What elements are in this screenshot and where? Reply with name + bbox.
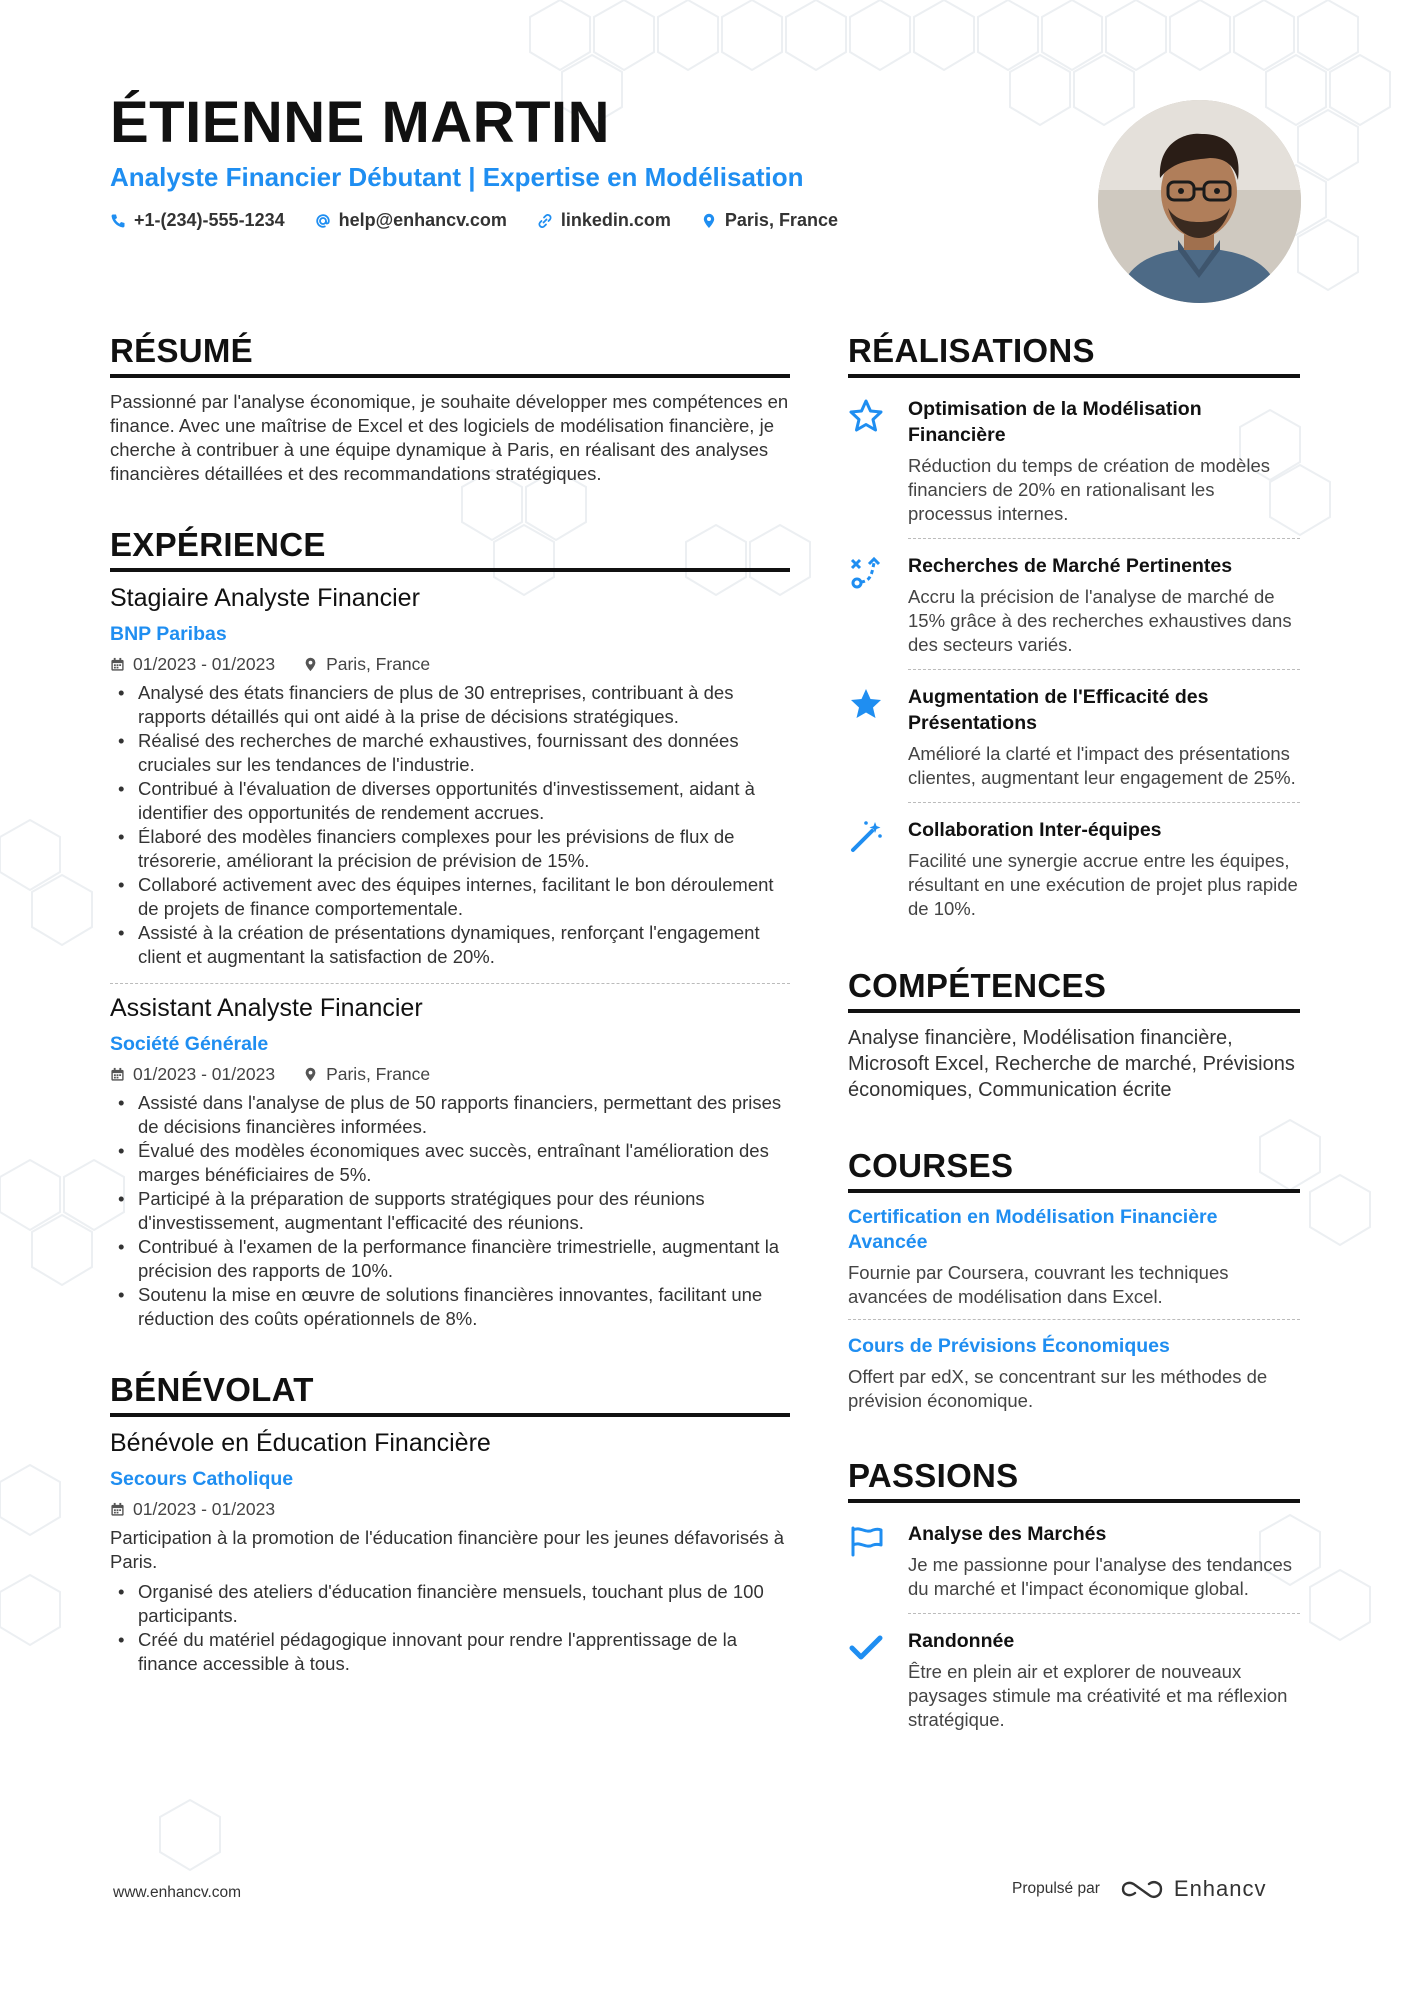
job-location	[303, 1064, 430, 1085]
calendar-icon	[110, 657, 125, 672]
strategy-icon	[848, 553, 894, 657]
job-dates	[110, 1064, 275, 1085]
resume-summary-section	[110, 332, 790, 486]
job-title: Assistant Analyste Financier	[110, 994, 423, 1022]
passion-title: Randonnée	[908, 1630, 1015, 1652]
job-bullet: • Élaboré des modèles financiers complexes pour les prévisions de flux de trésorerie, améliorant la précision de prévision de 15%.	[110, 825, 790, 873]
course-title: Certification en Modélisation Financière Avancée	[848, 1206, 1218, 1253]
divider	[908, 1613, 1300, 1614]
location-text: Paris, France	[724, 210, 838, 230]
job-bullet: • Assisté à la création de présentations dynamiques, renforçant l'engagement client et augmentant la satisfaction de 20%.	[110, 921, 790, 969]
brand-logo[interactable]	[1120, 1876, 1267, 1902]
job-bullet: • Contribué à l'examen de la performance financière trimestrielle, augmentant la précision des rapports de 10%.	[110, 1235, 790, 1283]
divider	[848, 1319, 1300, 1320]
job-bullets	[110, 681, 790, 969]
job-bullet: • Réalisé des recherches de marché exhaustives, fournissant des données cruciales sur les tendances de l'industrie.	[110, 729, 790, 777]
star-filled-icon	[848, 684, 894, 790]
volunteer-role: Bénévole en Éducation Financière	[110, 1429, 491, 1457]
volunteer-bullet: • Créé du matériel pédagogique innovant pour rendre l'apprentissage de la finance accessible à tous.	[110, 1628, 790, 1676]
job-dates	[110, 654, 275, 675]
brand-name: Enhancv	[1173, 1876, 1267, 1901]
skills-text: Analyse financière, Modélisation financière, Microsoft Excel, Recherche de marché, Prévisions économiques, Communication écrite	[848, 1027, 1295, 1101]
volunteer-bullet: • Organisé des ateliers d'éducation financière mensuels, touchant plus de 100 participants.	[110, 1580, 790, 1628]
phone-number: +1-(234)-555-1234	[134, 210, 285, 230]
course-description: Fournie par Coursera, couvrant les techniques avancées de modélisation dans Excel.	[848, 1262, 1229, 1307]
job-dates-text: 01/2023 - 01/2023	[133, 654, 276, 674]
summary-text: Passionné par l'analyse économique, je souhaite développer mes compétences en finance. Avec une maîtrise de Excel et des logiciels de modélisation financière, je cherche à contribuer à une équipe dynamique à Paris, en réalisant des analyses financières détaillées et des recommandations stratégiques.	[110, 391, 789, 484]
volunteer-organization: Secours Catholique	[110, 1468, 294, 1490]
section-title-volunteer: BÉNÉVOLAT	[110, 1371, 790, 1417]
achievement-description: Amélioré la clarté et l'impact des présentations clientes, augmentant leur engagement de 25%.	[908, 743, 1296, 788]
passion-item	[848, 1622, 1300, 1742]
left-column	[110, 332, 790, 1676]
right-column	[848, 332, 1300, 1742]
linkedin-url: linkedin.com	[560, 210, 671, 230]
enhancv-logo-icon	[1120, 1877, 1164, 1901]
location-pin-icon	[303, 657, 318, 672]
achievement-title: Augmentation de l'Efficacité des Présentations	[908, 686, 1209, 734]
volunteer-meta	[110, 1499, 790, 1520]
candidate-name: ÉTIENNE MARTIN	[110, 90, 610, 155]
courses-section	[848, 1147, 1300, 1413]
contact-email[interactable]	[315, 210, 507, 231]
calendar-icon	[110, 1067, 125, 1082]
contact-bar	[110, 210, 838, 231]
job-meta	[110, 654, 790, 675]
section-title-experience: EXPÉRIENCE	[110, 526, 790, 572]
job-bullet: • Assisté dans l'analyse de plus de 50 rapports financiers, permettant des prises de décisions financières informées.	[110, 1091, 790, 1139]
at-sign-icon	[315, 213, 331, 229]
job-bullets	[110, 1091, 790, 1331]
section-title-resume: RÉSUMÉ	[110, 332, 790, 378]
location-pin-icon	[303, 1067, 318, 1082]
job-bullet: • Soutenu la mise en œuvre de solutions financières innovantes, facilitant une réduction des coûts opérationnels de 8%.	[110, 1283, 790, 1331]
divider	[908, 669, 1300, 670]
divider	[908, 538, 1300, 539]
experience-section	[110, 526, 790, 1331]
section-title-skills: COMPÉTENCES	[848, 967, 1300, 1013]
passions-section	[848, 1457, 1300, 1742]
passion-description: Être en plein air et explorer de nouveaux paysages stimule ma créativité et ma réflexion stratégique.	[908, 1661, 1288, 1730]
achievement-title: Recherches de Marché Pertinentes	[908, 555, 1233, 577]
achievement-item	[848, 678, 1300, 800]
achievement-description: Facilité une synergie accrue entre les équipes, résultant en une exécution de projet plus rapide de 10%.	[908, 850, 1298, 919]
volunteer-section	[110, 1371, 790, 1676]
job-location-text: Paris, France	[326, 1064, 431, 1084]
section-title-achievements: RÉALISATIONS	[848, 332, 1300, 378]
divider	[908, 802, 1300, 803]
contact-phone[interactable]	[110, 210, 285, 231]
phone-icon	[110, 213, 126, 229]
job-location	[303, 654, 430, 675]
course-item	[848, 1334, 1300, 1413]
contact-location	[701, 210, 838, 231]
volunteer-dates	[110, 1499, 275, 1520]
job-location-text: Paris, France	[326, 654, 431, 674]
footer-website[interactable]: www.enhancv.com	[113, 1884, 242, 1901]
candidate-headline: Analyste Financier Débutant | Expertise en Modélisation	[110, 162, 804, 192]
job-meta	[110, 1064, 790, 1085]
achievement-item	[848, 811, 1300, 931]
passion-description: Je me passionne pour l'analyse des tendances du marché et l'impact économique global.	[908, 1554, 1293, 1599]
location-pin-icon	[701, 213, 717, 229]
section-title-courses: COURSES	[848, 1147, 1300, 1193]
passion-item	[848, 1515, 1300, 1611]
contact-linkedin[interactable]	[537, 210, 671, 231]
achievement-item	[848, 390, 1300, 536]
course-title: Cours de Prévisions Économiques	[848, 1335, 1170, 1357]
course-description: Offert par edX, se concentrant sur les méthodes de prévision économique.	[848, 1366, 1268, 1411]
skills-section	[848, 967, 1300, 1103]
volunteer-bullets	[110, 1580, 790, 1676]
company-name: BNP Paribas	[110, 623, 227, 645]
achievements-section	[848, 332, 1300, 931]
job-entry	[110, 994, 790, 1331]
achievement-title: Optimisation de la Modélisation Financière	[908, 398, 1202, 446]
achievement-title: Collaboration Inter-équipes	[908, 819, 1162, 841]
job-dates-text: 01/2023 - 01/2023	[133, 1064, 276, 1084]
job-bullet: • Évalué des modèles économiques avec succès, entraînant l'amélioration des marges bénéficiaires de 5%.	[110, 1139, 790, 1187]
checkmark-icon	[848, 1628, 894, 1732]
star-outline-icon	[848, 396, 894, 526]
job-bullet: • Contribué à l'évaluation de diverses opportunités d'investissement, aidant à identifier des opportunités de rendement accrues.	[110, 777, 790, 825]
job-bullet: • Analysé des états financiers de plus de 30 entreprises, contribuant à des rapports détaillés qui ont aidé à la prise de décisions stratégiques.	[110, 681, 790, 729]
calendar-icon	[110, 1502, 125, 1517]
flag-icon	[848, 1521, 894, 1601]
footer-branding	[1012, 1876, 1267, 1902]
profile-photo	[1098, 100, 1301, 303]
job-bullet: • Participé à la préparation de supports stratégiques pour des réunions d'investissement, augmentant l'efficacité des réunions.	[110, 1187, 790, 1235]
magic-wand-icon	[848, 817, 894, 921]
divider	[110, 983, 790, 984]
job-bullet: • Collaboré activement avec des équipes internes, facilitant le bon déroulement de projets de finance comportementale.	[110, 873, 790, 921]
achievement-item	[848, 547, 1300, 667]
achievement-description: Accru la précision de l'analyse de marché de 15% grâce à des recherches exhaustives dans des secteurs variés.	[908, 586, 1292, 655]
achievement-description: Réduction du temps de création de modèles financiers de 20% en rationalisant les processus internes.	[908, 455, 1270, 524]
email-address: help@enhancv.com	[338, 210, 507, 230]
job-title: Stagiaire Analyste Financier	[110, 584, 420, 612]
volunteer-description: Participation à la promotion de l'éducation financière pour les jeunes défavorisés à Paris.	[110, 1527, 785, 1572]
powered-by-label: Propulsé par	[1012, 1880, 1100, 1897]
section-title-passions: PASSIONS	[848, 1457, 1300, 1503]
link-icon	[537, 213, 553, 229]
course-item	[848, 1205, 1300, 1309]
company-name: Société Générale	[110, 1033, 269, 1055]
passion-title: Analyse des Marchés	[908, 1523, 1107, 1545]
job-entry	[110, 584, 790, 969]
volunteer-dates-text: 01/2023 - 01/2023	[133, 1499, 276, 1519]
